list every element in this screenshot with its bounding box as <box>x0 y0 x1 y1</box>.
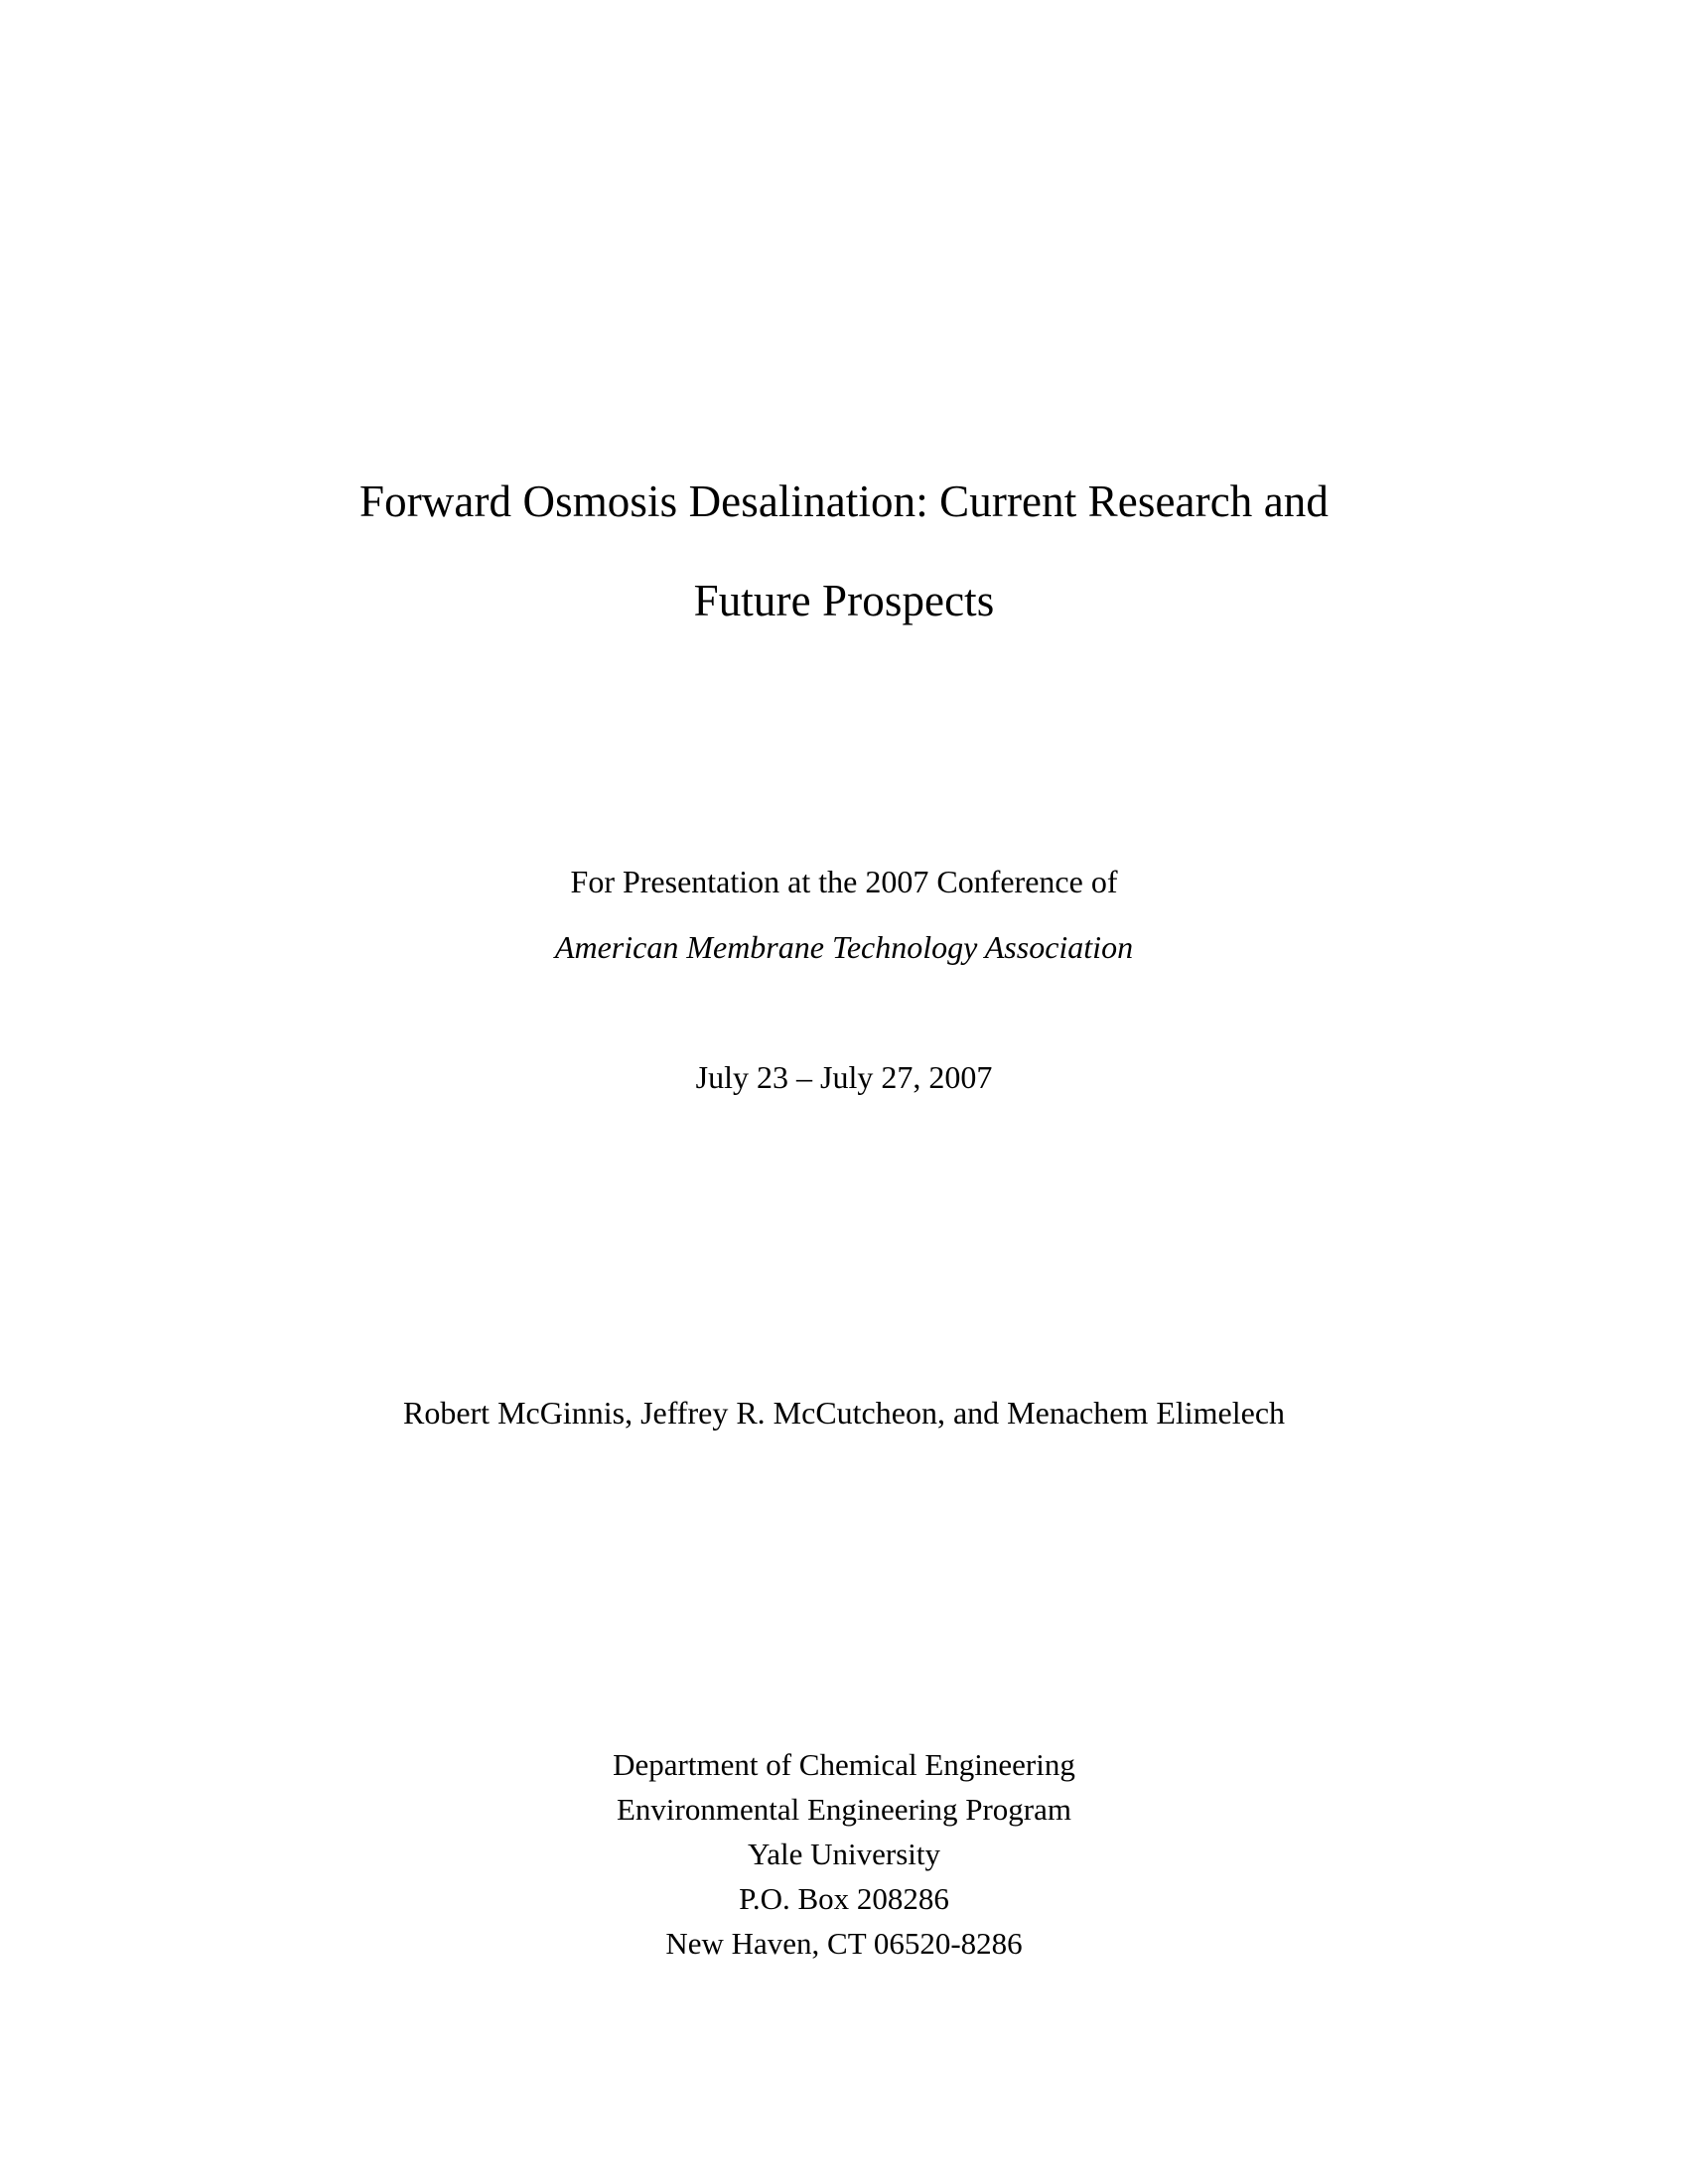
author-list-line: Robert McGinnis, Jeffrey R. McCutcheon, and Menachem Elimelech <box>402 1395 1286 1431</box>
title-page-content <box>209 0 1479 2184</box>
title-line-2: Future Prospects <box>693 576 995 625</box>
title-line-1: Forward Osmosis Desalination: Current Research and <box>358 477 1330 526</box>
affiliation-line-2: Environmental Engineering Program <box>617 1792 1071 1827</box>
conference-presentation-line: For Presentation at the 2007 Conference of <box>570 864 1118 899</box>
conference-dates <box>238 1052 1450 1102</box>
conference-association-name: American Membrane Technology Association <box>554 929 1134 965</box>
affiliation <box>238 1742 1450 1966</box>
page-title <box>238 452 1450 650</box>
conference-info <box>238 849 1450 980</box>
conference-dates-line: July 23 – July 27, 2007 <box>695 1059 993 1095</box>
affiliation-line-3: Yale University <box>747 1837 941 1871</box>
affiliation-line-4: P.O. Box 208286 <box>739 1881 949 1916</box>
author-list <box>238 1390 1450 1435</box>
affiliation-line-1: Department of Chemical Engineering <box>613 1747 1075 1782</box>
affiliation-line-5: New Haven, CT 06520-8286 <box>665 1926 1023 1961</box>
